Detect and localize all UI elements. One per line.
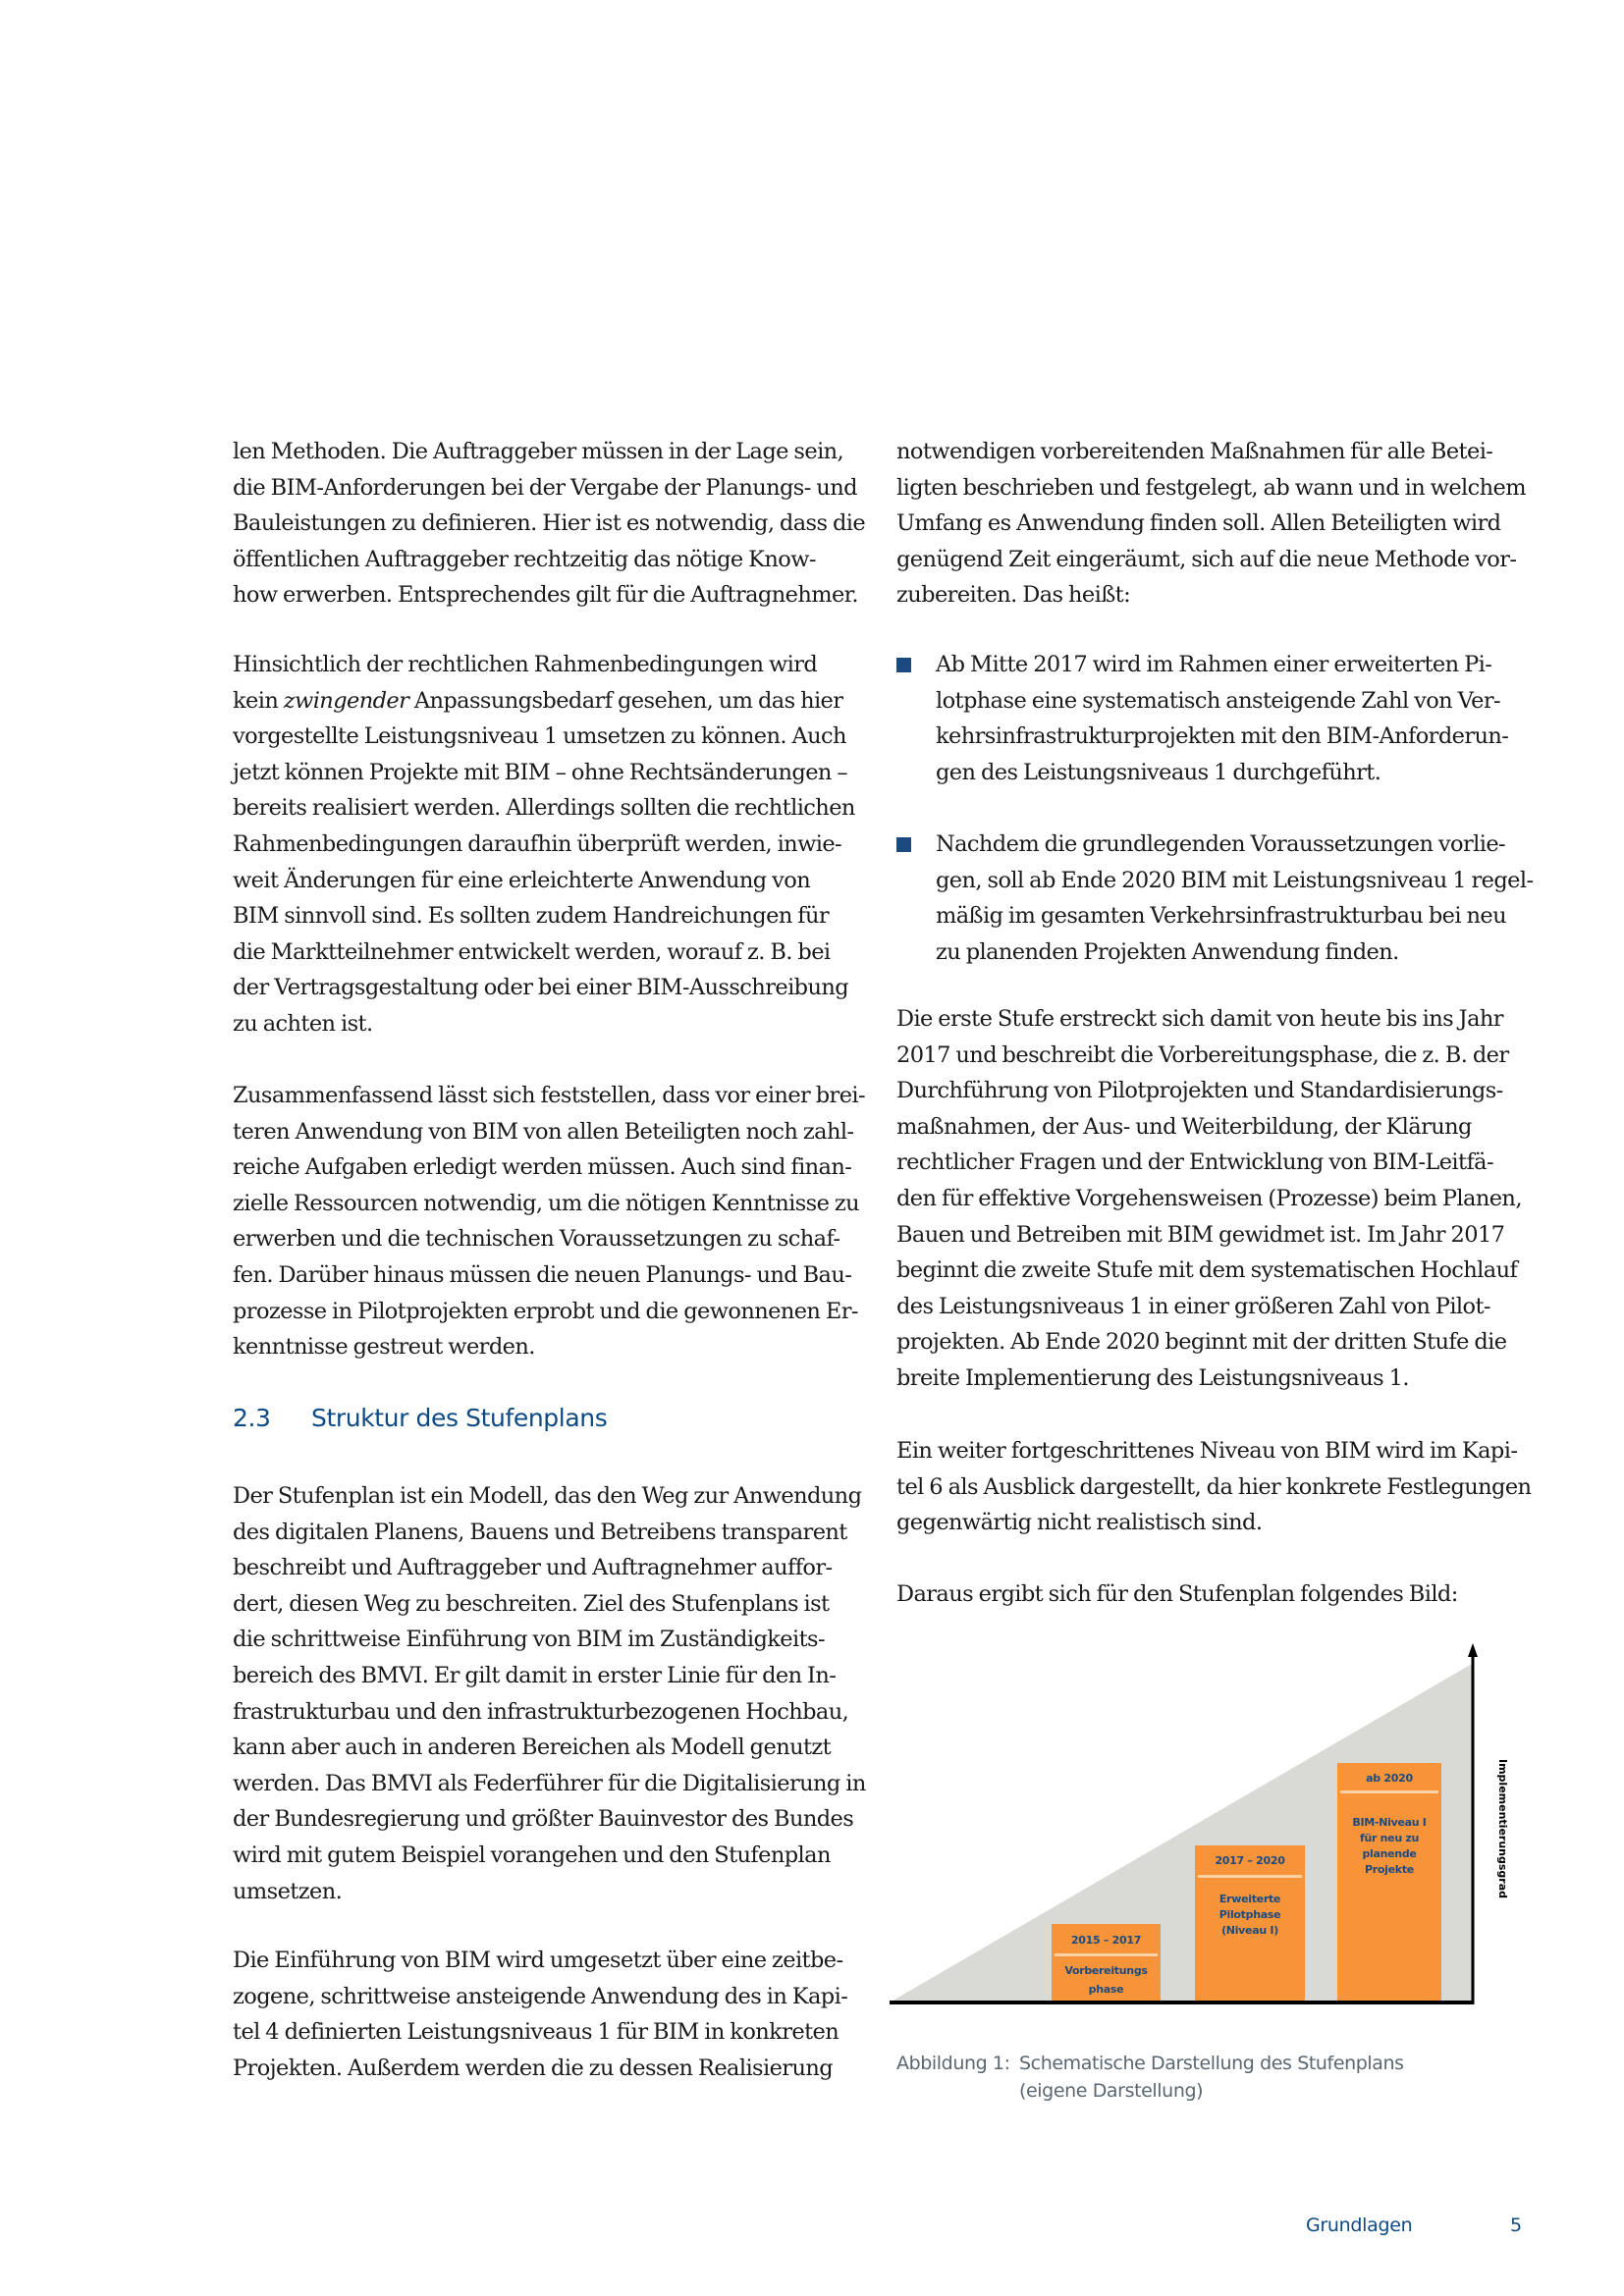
text-line: Die erste Stufe erstreckt sich damit von heute bis ins Jahr [896, 1006, 1503, 1032]
stage-period: 2015 – 2017 [1070, 1934, 1142, 1947]
text-line [233, 683, 861, 720]
text-line: die Marktteilnehmer entwickelt werden, worauf z. B. bei [233, 938, 831, 965]
text-line: lotphase eine systematisch ansteigende Zahl von Ver- [936, 687, 1501, 714]
text-line: vorgestellte Leistungsniveau 1 umsetzen zu können. Auch [233, 723, 846, 750]
paragraph-left-5 [233, 1943, 861, 2086]
stage-text: Vorbereitungs [1064, 1964, 1148, 1977]
text-line: tel 6 als Ausblick dargestellt, da hier konkrete Festlegungen [896, 1473, 1532, 1500]
stage-box-2 [1195, 1845, 1305, 2002]
footer-section-title: Grundlagen [1306, 2215, 1413, 2236]
text-line: den für effektive Vorgehensweisen (Prozesse) beim Planen, [896, 1185, 1522, 1211]
text-line: des Leistungsniveaus 1 in einer größeren Zahl von Pilot- [896, 1293, 1490, 1319]
emphasis-text: zwingender [283, 687, 409, 714]
text-line: Der Stufenplan ist ein Modell, das den Weg zur Anwendung [233, 1483, 862, 1509]
stage-text: (Niveau I) [1221, 1924, 1278, 1937]
text-line: des digitalen Planens, Bauens und Betreibens transparent [233, 1519, 847, 1545]
bullet-text [936, 827, 1533, 970]
paragraph-left-1 [233, 434, 866, 614]
text-line: Durchführung von Pilotprojekten und Standardisierungs- [896, 1078, 1503, 1104]
text-line: BIM sinnvoll sind. Es sollten zudem Handreichungen für [233, 903, 830, 930]
bullet-text [936, 647, 1508, 790]
text-line: öffentlichen Auftraggeber rechtzeitig das nötige Know- [233, 546, 816, 572]
figure-caption [896, 2050, 1404, 2105]
paragraph-left-2 [233, 647, 861, 1042]
text-line: werden. Das BMVI als Federführer für die Digitalisierung in [233, 1770, 866, 1796]
caption-label: Abbildung 1: [896, 2053, 1010, 2074]
text-line: der Bundesregierung und größter Bauinvestor des Bundes [233, 1806, 854, 1833]
text-line: der Vertragsgestaltung oder bei einer BIM-Ausschreibung [233, 975, 849, 1001]
bullet-square-icon [896, 837, 911, 852]
text-line: beschreibt und Auftraggeber und Auftragnehmer auffor- [233, 1555, 833, 1581]
text-line: rechtlicher Fragen und der Entwicklung von BIM-Leitfä- [896, 1149, 1494, 1176]
text-line: Bauen und Betreiben mit BIM gewidmet ist. Im Jahr 2017 [896, 1221, 1505, 1248]
text-line: Ab Mitte 2017 wird im Rahmen einer erweiterten Pi- [936, 652, 1492, 677]
paragraph-right-4 [896, 1576, 1525, 1613]
stage-text: Erweiterte [1218, 1893, 1281, 1905]
stage-divider [1198, 1875, 1302, 1878]
stage-divider [1055, 1953, 1158, 1956]
text-line: bereich des BMVI. Er gilt damit in erster Linie für den In- [233, 1662, 837, 1688]
text-line: kann aber auch in anderen Bereichen als Modell genutzt [233, 1735, 832, 1761]
text-line: kenntnisse gestreut werden. [233, 1334, 535, 1361]
stage-period: ab 2020 [1366, 1772, 1413, 1785]
caption-text: Schematische Darstellung des Stufenplans [1019, 2053, 1404, 2074]
text-line: Zusammenfassend lässt sich feststellen, dass vor einer brei- [233, 1083, 866, 1108]
stage-text: Pilotphase [1218, 1908, 1281, 1921]
stage-text: Projekte [1365, 1863, 1414, 1876]
stage-divider [1340, 1790, 1438, 1793]
text-line: maßnahmen, der Aus- und Weiterbildung, der Klärung [896, 1113, 1472, 1140]
text-line: zielle Ressourcen notwendig, um die nötigen Kenntnisse zu [233, 1190, 859, 1216]
text-line: gen, soll ab Ende 2020 BIM mit Leistungsniveau 1 regel- [936, 867, 1534, 893]
page-number: 5 [1510, 2215, 1522, 2236]
text-line: die BIM-Anforderungen bei der Vergabe der Planungs- und [233, 474, 857, 501]
text-line: gen des Leistungsniveaus 1 durchgeführt. [936, 759, 1381, 785]
stage-text: BIM-Niveau I [1352, 1816, 1427, 1829]
text-line: wird mit gutem Beispiel vorangehen und den Stufenplan [233, 1842, 831, 1868]
text-line: ligten beschrieben und festgelegt, ab wann und in welchem [896, 474, 1526, 501]
text-line: zogene, schrittweise ansteigende Anwendung des in Kapi- [233, 1983, 848, 2009]
paragraph-left-3 [233, 1078, 866, 1365]
section-heading [233, 1404, 607, 1432]
text-line: genügend Zeit eingeräumt, sich auf die neue Methode vor- [896, 546, 1517, 572]
stufenplan-diagram [884, 1629, 1532, 2022]
text-line: Nachdem die grundlegenden Voraussetzungen vorlie- [936, 831, 1506, 857]
text-line: Daraus ergibt sich für den Stufenplan folgendes Bild: [896, 1581, 1458, 1607]
paragraph-right-1 [896, 434, 1525, 614]
text-line: bereits realisiert werden. Allerdings sollten die rechtlichen [233, 795, 855, 822]
text-line: gegenwärtig nicht realistisch sind. [896, 1510, 1263, 1536]
text-line: mäßig im gesamten Verkehrsinfrastrukturbau bei neu [936, 903, 1506, 930]
section-title: Struktur des Stufenplans [311, 1404, 608, 1432]
text-line: Ein weiter fortgeschrittenes Niveau von BIM wird im Kapi- [896, 1438, 1518, 1464]
text-line: Die Einführung von BIM wird umgesetzt über eine zeitbe- [233, 1948, 843, 1973]
y-axis-label: Implementierungsgrad [1496, 1759, 1509, 1899]
text-line: zu planenden Projekten Anwendung finden. [936, 938, 1399, 965]
text-line: Umfang es Anwendung finden soll. Allen Beteiligten wird [896, 510, 1501, 537]
caption-text: (eigene Darstellung) [1019, 2080, 1204, 2102]
stage-text: für neu zu [1359, 1832, 1420, 1844]
paragraph-right-3 [896, 1433, 1532, 1541]
text-line: beginnt die zweite Stufe mit dem systematischen Hochlauf [896, 1257, 1518, 1284]
stage-period: 2017 – 2020 [1215, 1854, 1285, 1867]
paragraph-right-2 [896, 1001, 1525, 1397]
text-line: fen. Darüber hinaus müssen die neuen Planungs- und Bau- [233, 1261, 852, 1288]
text-line: jetzt können Projekte mit BIM – ohne Rechtsänderungen – [233, 759, 848, 785]
text-line: tel 4 definierten Leistungsniveaus 1 für BIM in konkreten [233, 2019, 839, 2046]
text-line: projekten. Ab Ende 2020 beginnt mit der dritten Stufe die [896, 1329, 1507, 1356]
paragraph-left-4 [233, 1478, 866, 1909]
bullet-square-icon [896, 658, 911, 672]
arrow-up-icon [1468, 1643, 1478, 1657]
text-line: len Methoden. Die Auftraggeber müssen in der Lage sein, [233, 439, 844, 464]
text-fragment: kein [233, 687, 284, 714]
text-line: breite Implementierung des Leistungsniveaus 1. [896, 1364, 1409, 1391]
text-line: weit Änderungen für eine erleichterte Anwendung von [233, 867, 811, 893]
text-line: Rahmenbedingungen daraufhin überprüft werden, inwie- [233, 830, 842, 857]
text-line: die schrittweise Einführung von BIM im Zuständigkeits- [233, 1627, 825, 1653]
text-line: Projekten. Außerdem werden die zu dessen Realisierung [233, 2055, 834, 2081]
text-line: notwendigen vorbereitenden Maßnahmen für alle Betei- [896, 439, 1493, 464]
stage-box-1 [1052, 1924, 1161, 2002]
text-fragment: Anpassungsbedarf gesehen, um das hier [408, 687, 843, 714]
text-line: frastrukturbau und den infrastrukturbezogenen Hochbau, [233, 1698, 849, 1725]
text-line: Bauleistungen zu definieren. Hier ist es notwendig, dass die [233, 510, 866, 537]
text-line: umsetzen. [233, 1878, 343, 1904]
stage-box-3 [1337, 1763, 1441, 2002]
text-line: reiche Aufgaben erledigt werden müssen. Auch sind finan- [233, 1154, 852, 1181]
text-line: 2017 und beschreibt die Vorbereitungsphase, die z. B. der [896, 1041, 1509, 1068]
text-line: zubereiten. Das heißt: [896, 582, 1131, 609]
text-line: teren Anwendung von BIM von allen Beteiligten noch zahl- [233, 1118, 854, 1145]
stage-text: phase [1088, 1983, 1124, 1996]
text-line: how erwerben. Entsprechendes gilt für die Auftragnehmer. [233, 582, 858, 609]
text-line: Hinsichtlich der rechtlichen Rahmenbedingungen wird [233, 652, 818, 677]
text-line: kehrsinfrastrukturprojekten mit den BIM-Anforderun- [936, 723, 1509, 750]
text-line: dert, diesen Weg zu beschreiten. Ziel des Stufenplans ist [233, 1590, 830, 1617]
text-line: prozesse in Pilotprojekten erprobt und die gewonnenen Er- [233, 1298, 858, 1324]
text-line: zu achten ist. [233, 1010, 373, 1037]
section-number: 2.3 [233, 1404, 271, 1432]
stage-text: planende [1362, 1847, 1417, 1860]
text-line: erwerben und die technischen Voraussetzungen zu schaf- [233, 1226, 840, 1253]
